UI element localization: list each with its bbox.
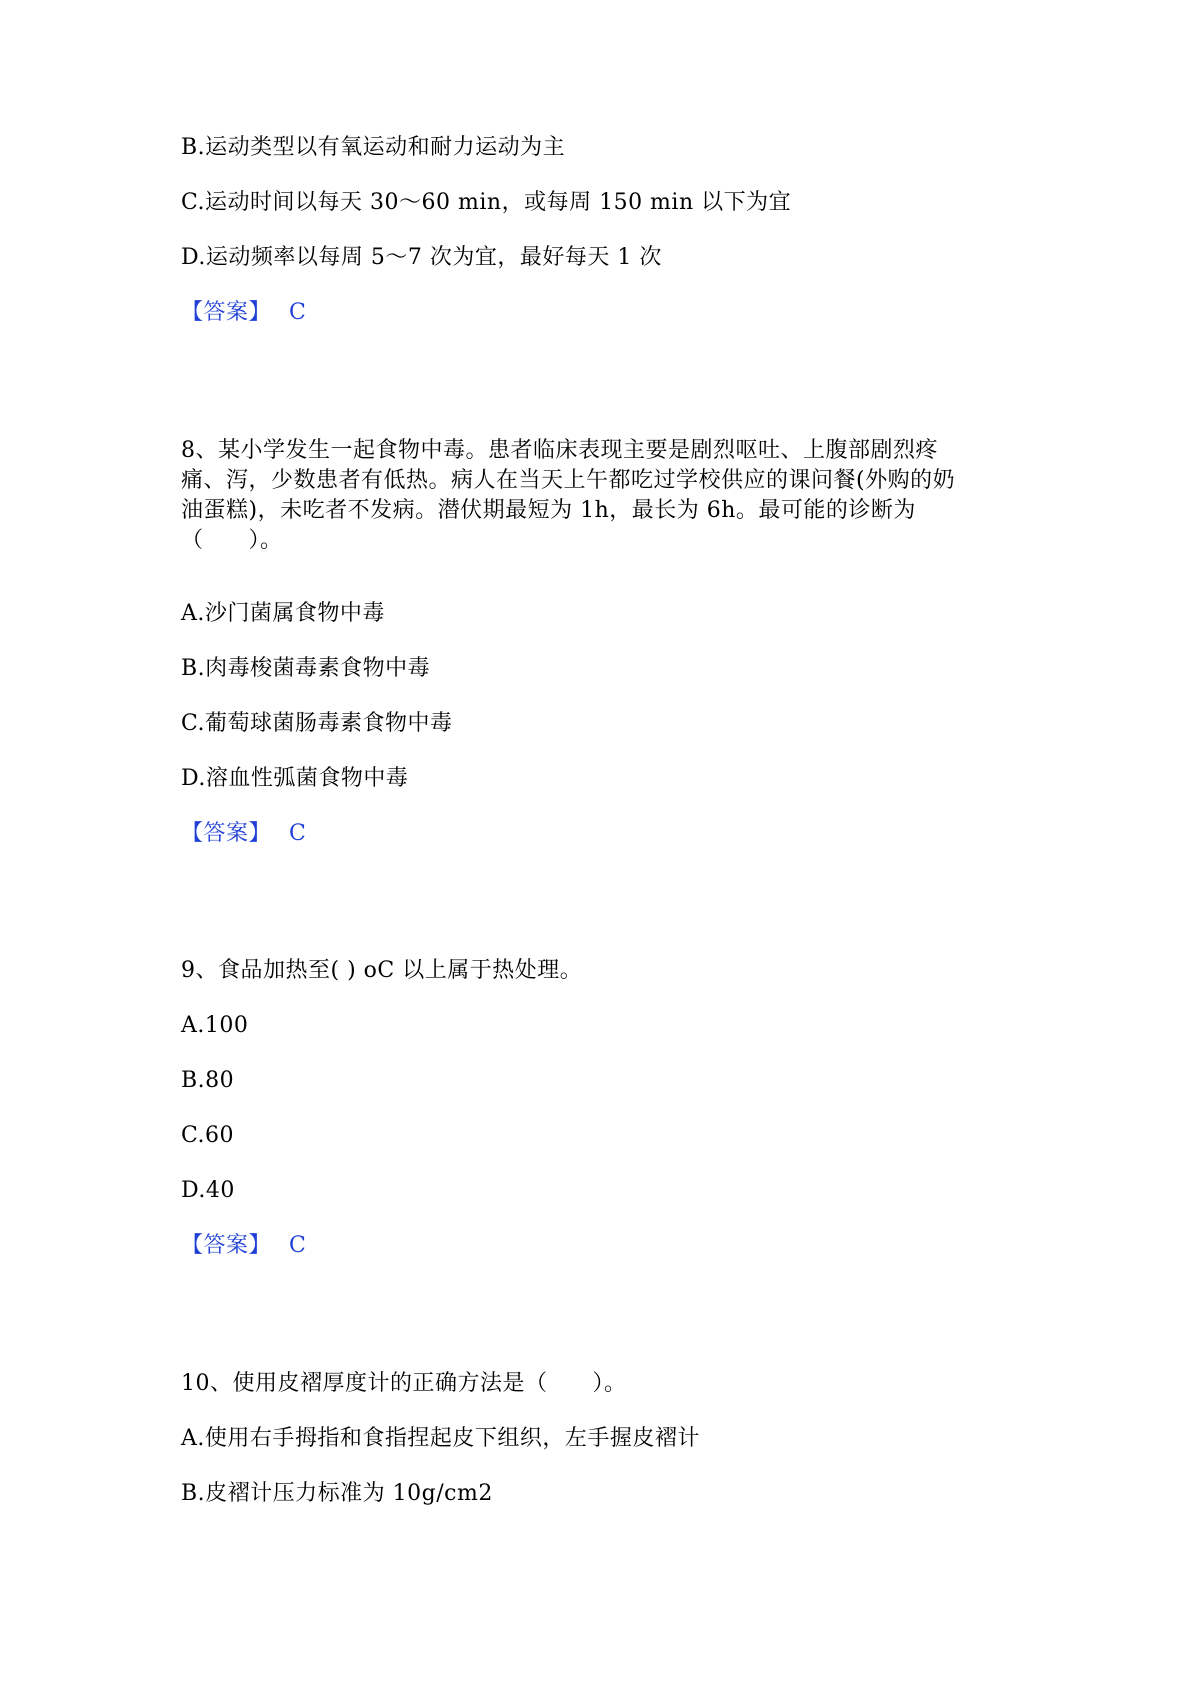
q7-option-c: C.运动时间以每天 30～60 min，或每周 150 min 以下为宜: [181, 190, 792, 215]
q8-stem-line-3: 油蛋糕)，未吃者不发病。潜伏期最短为 1h，最长为 6h。最可能的诊断为: [181, 498, 916, 523]
q10-option-b: B.皮褶计压力标准为 10g/cm2: [181, 1481, 493, 1506]
answer-value: C: [289, 821, 307, 846]
q8-stem-line-1: 8、某小学发生一起食物中毒。患者临床表现主要是剧烈呕吐、上腹部剧烈疼: [181, 438, 938, 463]
q8-stem-line-2: 痛、泻，少数患者有低热。病人在当天上午都吃过学校供应的课问餐(外购的奶: [181, 468, 956, 493]
q9-answer: [181, 1231, 306, 1261]
answer-label: 【答案】: [181, 1233, 272, 1258]
q10-option-a: A.使用右手拇指和食指捏起皮下组织，左手握皮褶计: [181, 1426, 700, 1451]
q8-option-a: A.沙门菌属食物中毒: [181, 601, 385, 626]
q8-answer: [181, 819, 306, 849]
answer-label: 【答案】: [181, 300, 272, 325]
answer-value: C: [289, 1233, 307, 1258]
answer-value: C: [289, 300, 307, 325]
q8-stem-line-4: （ ）。: [181, 528, 283, 553]
q9-option-c: C.60: [181, 1123, 235, 1148]
q8-option-b: B.肉毒梭菌毒素食物中毒: [181, 656, 431, 681]
q9-option-b: B.80: [181, 1068, 235, 1093]
q7-option-d: D.运动频率以每周 5～7 次为宜，最好每天 1 次: [181, 245, 662, 270]
q10-stem: 10、使用皮褶厚度计的正确方法是（ ）。: [181, 1371, 627, 1396]
q9-option-a: A.100: [181, 1013, 249, 1038]
q8-option-c: C.葡萄球菌肠毒素食物中毒: [181, 711, 453, 736]
q9-stem: 9、食品加热至( ) oC 以上属于热处理。: [181, 958, 583, 983]
q7-option-b: B.运动类型以有氧运动和耐力运动为主: [181, 135, 566, 160]
q9-option-d: D.40: [181, 1178, 235, 1203]
q7-answer: [181, 298, 306, 328]
q8-option-d: D.溶血性弧菌食物中毒: [181, 766, 409, 791]
answer-label: 【答案】: [181, 821, 272, 846]
